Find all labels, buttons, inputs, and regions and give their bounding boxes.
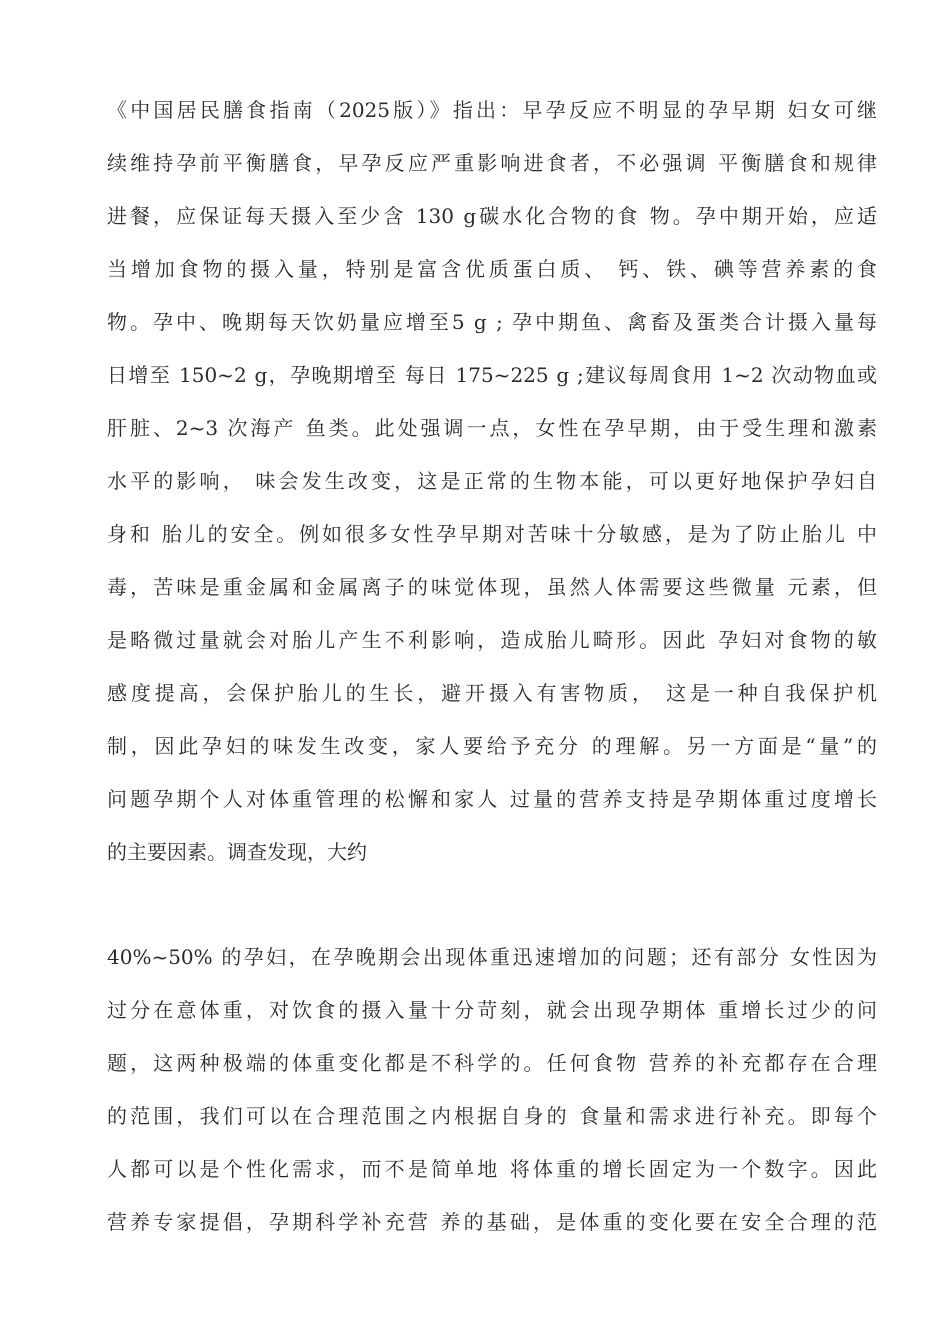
paragraph-1-line-11: 是略微过量就会对胎儿产生不利影响，造成胎儿畸形。因此 孕妇对食物的敏 [107, 628, 877, 652]
paragraph-2-line-5: 人都可以是个性化需求，而不是简单地 将体重的增长固定为一个数字。因此 [107, 1157, 877, 1181]
paragraph-1-line-4: 当增加食物的摄入量，特别是富含优质蛋白质、 钙、铁、碘等营养素的食 [107, 257, 877, 281]
paragraph-2-line-6: 营养专家提倡，孕期科学补充营 养的基础，是体重的变化要在安全合理的范 [107, 1210, 877, 1234]
paragraph-2-line-4: 的范围，我们可以在合理范围之内根据自身的 食量和需求进行补充。即每个 [107, 1104, 877, 1128]
paragraph-1-line-7: 肝脏、2~3 次海产 鱼类。此处强调一点，女性在孕早期，由于受生理和激素 [107, 416, 877, 440]
paragraph-1-line-13: 制，因此孕妇的味发生改变，家人要给予充分 的理解。另一方面是“量”的 [107, 734, 877, 758]
paragraph-1-line-3: 进餐，应保证每天摄入至少含 130 g碳水化合物的食 物。孕中期开始，应适 [107, 204, 877, 228]
paragraph-2-line-3: 题，这两种极端的体重变化都是不科学的。任何食物 营养的补充都存在合理 [107, 1051, 877, 1075]
paragraph-1-line-15: 的主要因素。调查发现，大约 [107, 840, 367, 864]
paragraph-1-line-1: 《中国居民膳食指南（2025版）》指出：早孕反应不明显的孕早期 妇女可继 [107, 98, 877, 122]
paragraph-2-line-1: 40%~50% 的孕妇，在孕晚期会出现体重迅速增加的问题；还有部分 女性因为 [107, 945, 877, 969]
paragraph-1-line-2: 续维持孕前平衡膳食，早孕反应严重影响进食者，不必强调 平衡膳食和规律 [107, 151, 877, 175]
paragraph-1-line-14: 问题孕期个人对体重管理的松懈和家人 过量的营养支持是孕期体重过度增长 [107, 787, 877, 811]
paragraph-2-line-2: 过分在意体重，对饮食的摄入量十分苛刻，就会出现孕期体 重增长过少的问 [107, 998, 877, 1022]
paragraph-1-line-8: 水平的影响， 味会发生改变，这是正常的生物本能，可以更好地保护孕妇自 [107, 469, 877, 493]
paragraph-1-line-5: 物。孕中、晚期每天饮奶量应增至5 g ; 孕中期鱼、禽畜及蛋类合计摄入量每 [107, 310, 877, 334]
paragraph-1-line-9: 身和 胎儿的安全。例如很多女性孕早期对苦味十分敏感，是为了防止胎儿 中 [107, 522, 877, 546]
paragraph-1-line-12: 感度提高，会保护胎儿的生长，避开摄入有害物质， 这是一种自我保护机 [107, 681, 877, 705]
paragraph-1-line-6: 日增至 150~2 g，孕晚期增至 每日 175~225 g ;建议每周食用 1~2 次动物血或 [107, 363, 877, 387]
paragraph-1-line-10: 毒，苦味是重金属和金属离子的味觉体现，虽然人体需要这些微量 元素，但 [107, 575, 877, 599]
